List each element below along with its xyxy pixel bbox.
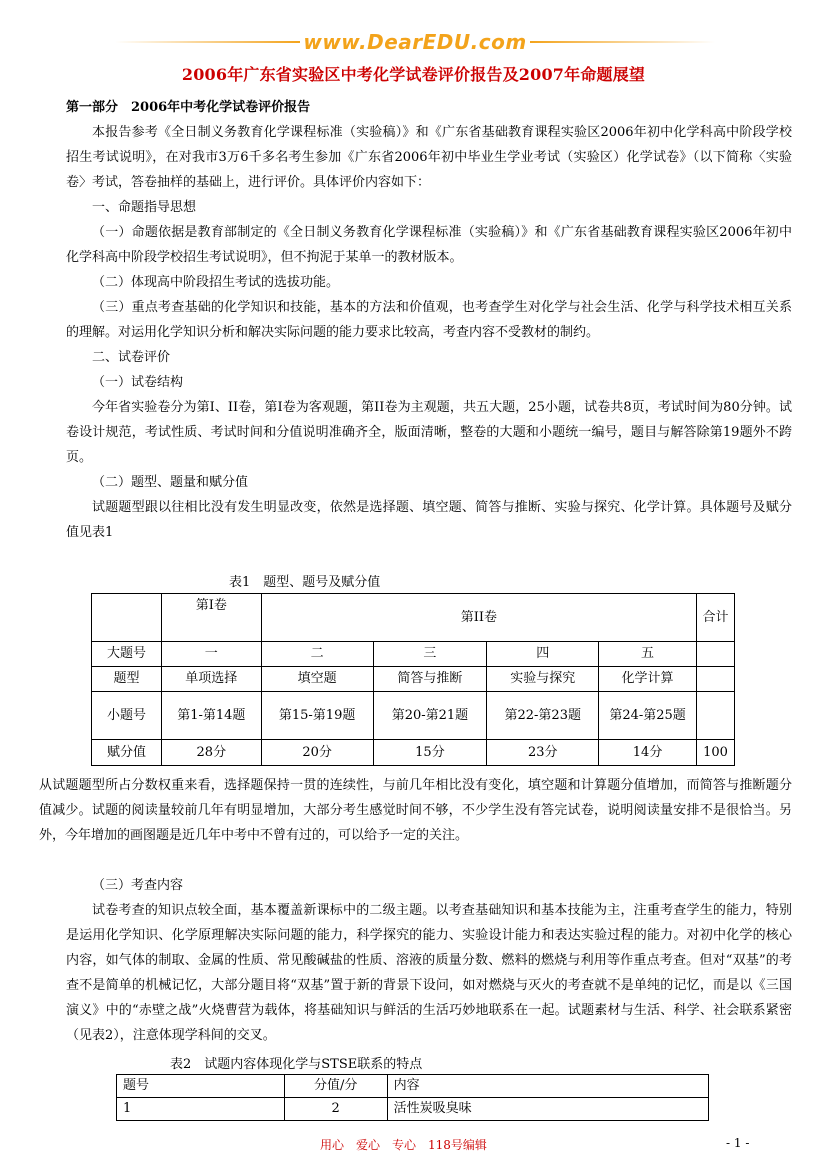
intro-paragraph: 本报告参考《全日制义务教育化学课程标准（实验稿）》和《广东省基础教育课程实验区2006年初中化学科高中阶段学校招生考试说明》，在对我市3万6千多名考生参加《广东省2006年初中毕业生学业考试（实验区）化学试卷》（以下简称〈实验卷〉考试，答卷抽样的基础上，进行评价。具体评价内容如下： <box>66 125 792 190</box>
table1-cell: 第24-第25题 <box>599 692 697 740</box>
table1-cell: 三 <box>373 642 487 667</box>
table1-cell: 第15-第19题 <box>261 692 373 740</box>
heading-content: （三）考查内容 <box>92 878 184 893</box>
site-url[interactable]: www.DearEDU.com <box>303 30 527 54</box>
table1-cell: 28分 <box>161 740 261 766</box>
footer-motto: 用心 爱心 专心 118号编辑 <box>320 1138 487 1152</box>
table1-cell: 五 <box>599 642 697 667</box>
table1-total-header: 合计 <box>696 594 734 642</box>
table1-cell: 23分 <box>487 740 599 766</box>
paragraph-question-types: 试题题型跟以往相比没有发生明显改变，依然是选择题、填空题、简答与推断、实验与探究、化学计算。具体题号及赋分值见表1 <box>66 500 792 540</box>
document-title: 2006年广东省实验区中考化学试卷评价报告及2007年命题展望 <box>181 65 646 84</box>
heading-question-types: （二）题型、题量和赋分值 <box>92 475 249 490</box>
paragraph-structure: 今年省实验卷分为第I、II卷，第I卷为客观题，第II卷为主观题，共五大题，25小题，试卷共8页，考试时间为80分钟。试卷设计规范，考试性质、考试时间和分值说明准确齐全，版面清晰，整卷的大题和小题统一编号，题目与解答除第19题外不跨页。 <box>66 400 792 465</box>
table-row <box>117 1098 709 1121</box>
table1-cell: 实验与探究 <box>487 667 599 692</box>
table1-cell: 化学计算 <box>599 667 697 692</box>
table1-cell: 14分 <box>599 740 697 766</box>
paragraph-focus: （三）重点考查基础的化学知识和技能，基本的方法和价值观，也考查学生对化学与社会生活、化学与科学技术相互关系的理解。对运用化学知识分析和解决实际问题的能力要求比较高，考查内容不受教材的制约。 <box>66 300 792 340</box>
table1-cell: 简答与推断 <box>373 667 487 692</box>
table1-cell: 第20-第21题 <box>373 692 487 740</box>
table1-cell: 二 <box>261 642 373 667</box>
table1-row-label: 赋分值 <box>92 740 162 766</box>
heading-guiding-ideas: 一、命题指导思想 <box>92 200 197 215</box>
table1-cell <box>696 642 734 667</box>
table1-vol2-header: 第II卷 <box>261 594 696 642</box>
table1-cell <box>696 692 734 740</box>
paragraph-content: 试卷考查的知识点较全面，基本覆盖新课标中的二级主题。以考查基础知识和基本技能为主，注重考查学生的能力，特别是运用化学知识、化学原理解决实际问题的能力，科学探究的能力、实验设计能力和表达实验过程的能力。对初中化学的核心内容，如气体的制取、金属的性质、常见酸碱盐的性质、溶液的质量分数、燃料的燃烧与利用等作重点考查。但对“双基”的考查不是简单的机械记忆，大部分题目将“双基”置于新的背景下设问，如对燃烧与灭火的考查就不是单纯的记忆，而是以《三国演义》中的“赤壁之战”火烧曹营为载体，将基础知识与鲜活的生活巧妙地联系在一起。试题素材与生活、科学、社会联系紧密（见表2），注意体现学科间的交叉。 <box>66 903 792 1043</box>
section1-block <box>66 95 792 545</box>
table1 <box>91 593 735 766</box>
table1-total-cell: 100 <box>696 740 734 766</box>
heading-evaluation: 二、试卷评价 <box>92 350 171 365</box>
paragraph-selection: （二）体现高中阶段招生考试的选拔功能。 <box>92 275 340 290</box>
table1-corner <box>92 594 162 642</box>
site-banner <box>115 30 715 54</box>
table1-cell: 第22-第23题 <box>487 692 599 740</box>
table1-row-label: 小题号 <box>92 692 162 740</box>
table1-cell: 四 <box>487 642 599 667</box>
table1-cell <box>696 667 734 692</box>
table1-cell: 20分 <box>261 740 373 766</box>
table2-caption: 表2 试题内容体现化学与STSE联系的特点 <box>170 1057 423 1072</box>
page-number: - 1 - <box>726 1136 750 1150</box>
section-heading: 第一部分 2006年中考化学试卷评价报告 <box>66 100 311 115</box>
section3-block <box>66 873 792 1048</box>
analysis-block <box>39 773 792 848</box>
table2-header: 内容 <box>387 1075 708 1098</box>
heading-structure: （一）试卷结构 <box>92 375 184 390</box>
table1-cell: 单项选择 <box>161 667 261 692</box>
table1-cell: 填空题 <box>261 667 373 692</box>
table1-vol1-header: 第I卷 <box>161 594 261 642</box>
table2 <box>116 1074 709 1121</box>
table2-cell: 2 <box>284 1098 387 1121</box>
table2-cell: 1 <box>117 1098 285 1121</box>
paragraph-basis: （一）命题依据是教育部制定的《全日制义务教育化学课程标准（实验稿）》和《广东省基础教育课程实验区2006年初中化学科高中阶段学校招生考试说明》，但不拘泥于某单一的教材版本。 <box>66 225 792 265</box>
paragraph-weight-analysis: 从试题题型所占分数权重来看，选择题保持一贯的连续性，与前几年相比没有变化，填空题和计算题分值增加，而简答与推断题分值减少。试题的阅读量较前几年有明显增加，大部分考生感觉时间不够，不少学生没有答完试卷，说明阅读量安排不是很恰当。另外，今年增加的画图题是近几年中考中不曾有过的，可以给予一定的关注。 <box>39 778 792 843</box>
table2-header: 题号 <box>117 1075 285 1098</box>
table1-cell: 一 <box>161 642 261 667</box>
table1-cell: 第1-第14题 <box>161 692 261 740</box>
table1-cell: 15分 <box>373 740 487 766</box>
table2-header: 分值/分 <box>284 1075 387 1098</box>
table1-row-label: 题型 <box>92 667 162 692</box>
table1-row-label: 大题号 <box>92 642 162 667</box>
table2-cell: 活性炭吸臭味 <box>387 1098 708 1121</box>
table1-caption: 表1 题型、题号及赋分值 <box>229 575 381 590</box>
